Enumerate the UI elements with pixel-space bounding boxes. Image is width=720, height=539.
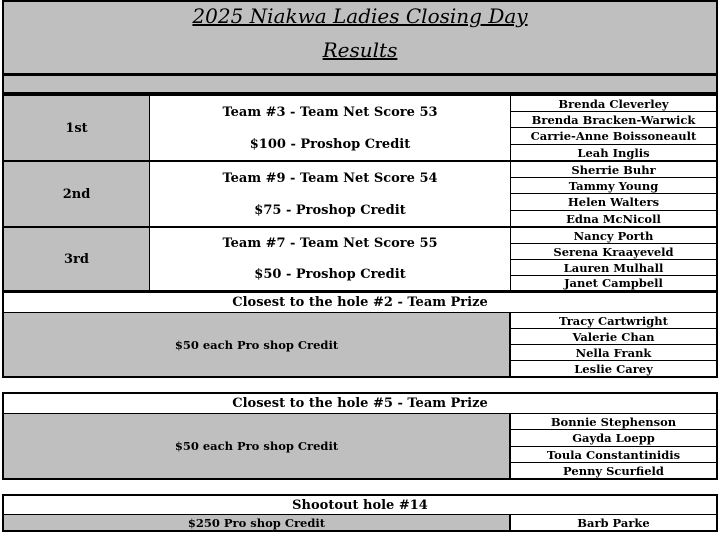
results-heading: Results [322, 38, 398, 62]
closest-hole-2-header: Closest to the hole #2 - Team Prize [4, 293, 716, 313]
shootout-winner: Barb Parke [510, 515, 716, 530]
player-name: Sherrie Buhr [510, 162, 716, 178]
player-name: Nancy Porth [510, 228, 716, 244]
player-name: Brenda Cleverley [510, 96, 716, 112]
player-name: Brenda Bracken-Warwick [510, 112, 716, 128]
player-name: Leslie Carey [510, 361, 716, 376]
player-name: Nella Frank [510, 345, 716, 361]
team-score: Team #7 - Team Net Score 55 [222, 236, 438, 251]
player-name: Tracy Cartwright [510, 313, 716, 329]
shootout-header: Shootout hole #14 [4, 496, 716, 515]
player-name: Toula Constantinidis [510, 447, 716, 463]
player-name: Tammy Young [510, 178, 716, 194]
player-name: Lauren Mulhall [510, 260, 716, 276]
player-name: Leah Inglis [510, 145, 716, 162]
player-name: Valerie Chan [510, 329, 716, 345]
team-score: Team #9 - Team Net Score 54 [222, 170, 438, 186]
team-prize: $75 - Proshop Credit [254, 202, 406, 218]
closest-hole-5-header: Closest to the hole #5 - Team Prize [4, 394, 716, 414]
team-prize: $100 - Proshop Credit [249, 136, 411, 152]
shootout-table [2, 494, 718, 532]
placings-table [2, 94, 718, 292]
closest-hole-5-prize: $50 each Pro shop Credit [4, 414, 510, 478]
place-3rd: 3rd [4, 228, 150, 290]
spacer-row [2, 75, 718, 94]
place-2nd: 2nd [4, 162, 150, 228]
player-name: Edna McNicoll [510, 211, 716, 228]
team-cell-1st [150, 96, 510, 162]
closest-hole-2-prize: $50 each Pro shop Credit [4, 313, 510, 376]
event-title: 2025 Niakwa Ladies Closing Day [192, 4, 528, 28]
player-name: Gayda Loepp [510, 430, 716, 447]
shootout-prize: $250 Pro shop Credit [4, 515, 510, 530]
player-name: Serena Kraayeveld [510, 244, 716, 260]
team-cell-2nd [150, 162, 510, 228]
closest-hole-5-table [2, 392, 718, 480]
team-score: Team #3 - Team Net Score 53 [222, 104, 438, 120]
closest-hole-2-table [2, 291, 718, 378]
player-name: Bonnie Stephenson [510, 414, 716, 430]
player-name: Penny Scurfield [510, 463, 716, 478]
team-cell-3rd [150, 228, 510, 290]
team-prize: $50 - Proshop Credit [254, 267, 406, 282]
results-title-block [2, 0, 718, 75]
player-name: Carrie-Anne Boissoneault [510, 128, 716, 145]
place-1st: 1st [4, 96, 150, 162]
player-name: Janet Campbell [510, 276, 716, 290]
player-name: Helen Walters [510, 194, 716, 211]
